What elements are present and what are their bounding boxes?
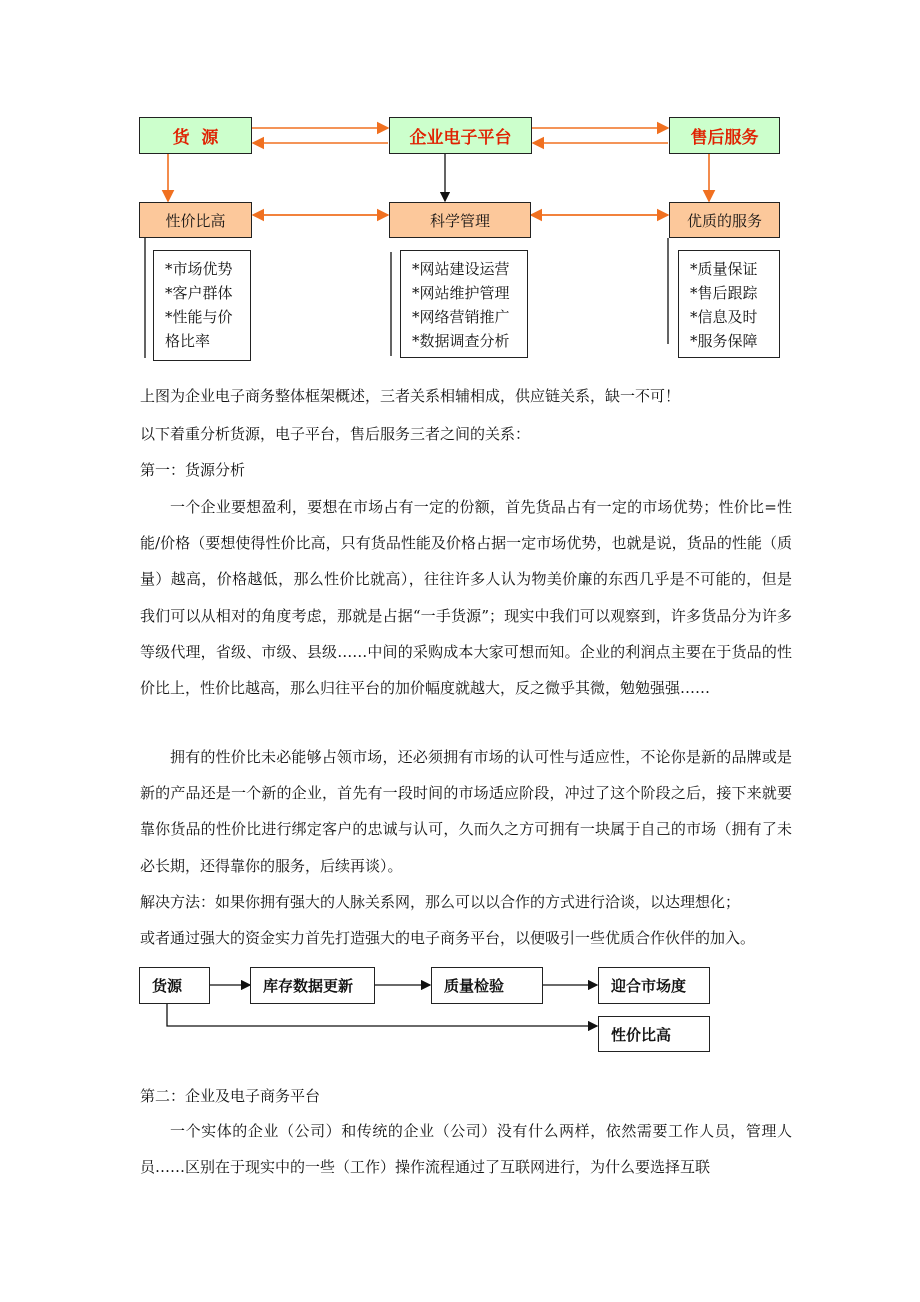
paragraph-2: 拥有的性价比未必能够占领市场，还必须拥有市场的认可性与适应性，不论你是新的品牌或是新的产品还是一个新的企业，首先有一段时间的市场适应阶段，冲过了这个阶段之后，接下来就要靠你货品的性价比进行绑定客户的忠诚与认可，久而久之方可拥有一块属于自己的市场（拥有了未必长期，还得靠你的服务，后续再谈）。 xyxy=(140,748,792,875)
flow-box-market: 迎合市场度 xyxy=(598,967,710,1004)
flow-box-inventory: 库存数据更新 xyxy=(250,967,375,1004)
list-management xyxy=(400,250,528,358)
list-item: *售后跟踪 xyxy=(690,284,758,302)
top-box-platform: 企业电子平台 xyxy=(389,117,532,154)
flow-box-source: 货源 xyxy=(139,967,210,1004)
list-item: *市场优势 xyxy=(165,260,233,278)
summary-text: 上图为企业电子商务整体框架概述，三者关系相辅相成，供应链关系，缺一不可！ xyxy=(140,387,681,405)
top-box-source: 货 源 xyxy=(139,117,252,154)
mid-box-service: 优质的服务 xyxy=(669,202,780,238)
mid-box-management: 科学管理 xyxy=(389,202,531,238)
list-item: *数据调查分析 xyxy=(412,332,510,350)
flow-box-value: 性价比高 xyxy=(598,1016,710,1052)
intro-text: 以下着重分析货源，电子平台，售后服务三者之间的关系： xyxy=(140,425,531,443)
list-item: *网络营销推广 xyxy=(412,308,510,326)
top-box-aftersales: 售后服务 xyxy=(669,117,780,154)
paragraph-1: 一个企业要想盈利，要想在市场占有一定的份额，首先货品占有一定的市场优势；性价比=性能/价格（要想使得性价比高，只有货品性能及价格占据一定市场优势，也就是说，货品的性能（质量）越高，价格越低，那么性价比就高），往往许多人认为物美价廉的东西几乎是不可能的，但是我们可以从相对的角度考虑，那就是占据“一手货源”；现实中我们可以观察到，许多货品分为许多等级代理，省级、市级、县级……中间的采购成本大家可想而知。企业的利润点主要在于货品的性价比上，性价比越高，那么归往平台的加价幅度就越大，反之微乎其微，勉勉强强…… xyxy=(140,498,792,698)
list-service xyxy=(678,250,780,358)
section1-title: 第一：货源分析 xyxy=(140,461,246,479)
list-item: *性能与价 xyxy=(165,308,233,326)
solution-line-2: 或者通过强大的资金实力首先打造强大的电子商务平台，以便吸引一些优质合作伙伴的加入。 xyxy=(140,929,756,947)
list-item: *服务保障 xyxy=(690,332,758,350)
flow-box-quality: 质量检验 xyxy=(431,967,543,1004)
solution-line-1: 解决方法：如果你拥有强大的人脉关系网，那么可以以合作的方式进行洽谈，以达理想化； xyxy=(140,893,741,911)
list-item: 格比率 xyxy=(165,332,211,350)
list-value xyxy=(153,250,251,361)
paragraph-3: 一个实体的企业（公司）和传统的企业（公司）没有什么两样，依然需要工作人员，管理人员……区别在于现实中的一些（工作）操作流程通过了互联网进行，为什么要选择互联 xyxy=(140,1122,792,1177)
section2-title: 第二：企业及电子商务平台 xyxy=(140,1087,321,1105)
list-item: *质量保证 xyxy=(690,260,758,278)
list-item: *网站维护管理 xyxy=(412,284,510,302)
list-item: *客户群体 xyxy=(165,284,233,302)
list-item: *网站建设运营 xyxy=(412,260,510,278)
list-item: *信息及时 xyxy=(690,308,758,326)
mid-box-value: 性价比高 xyxy=(139,202,252,238)
